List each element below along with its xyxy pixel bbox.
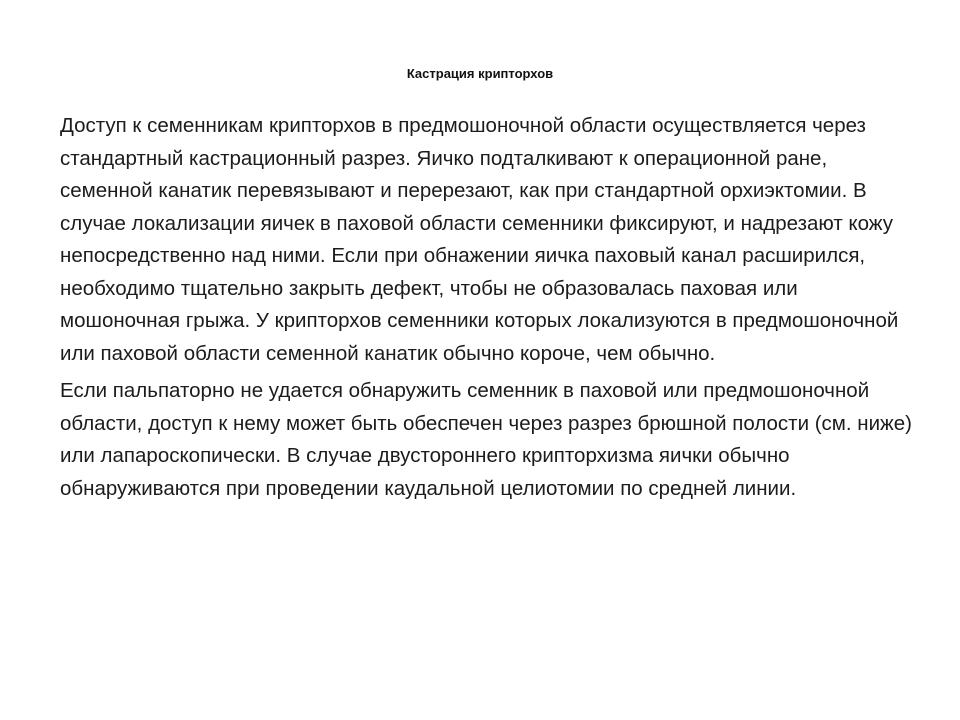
slide-body xyxy=(60,110,920,505)
slide-title: Кастрация крипторхов xyxy=(406,66,554,81)
body-paragraph-1: Доступ к семенникам крипторхов в предмошоночной области осуществляется через стандартный кастрационный разрез. Яичко подталкивают к операционной ране, семенной канатик перевязывают и перерезают, как при стандартной орхиэктомии. В случае локализации яичек в паховой области семенники фиксируют, и надрезают кожу непосредственно над ними. Если при обнажении яичка паховый канал расширился, необходимо тщательно закрыть дефект, чтобы не образовалась паховая или мошоночная грыжа. У крипторхов семенники которых локализуются в предмошоночной или паховой области семенной канатик обычно короче, чем обычно. xyxy=(60,114,899,365)
body-paragraph-2: Если пальпаторно не удается обнаружить семенник в паховой или предмошоночной области, доступ к нему может быть обеспечен через разрез брюшной полости (см. ниже) или лапароскопически. В случае двустороннего крипторхизма яички обычно обнаруживаются при проведении каудальной целиотомии по средней линии. xyxy=(60,379,912,500)
